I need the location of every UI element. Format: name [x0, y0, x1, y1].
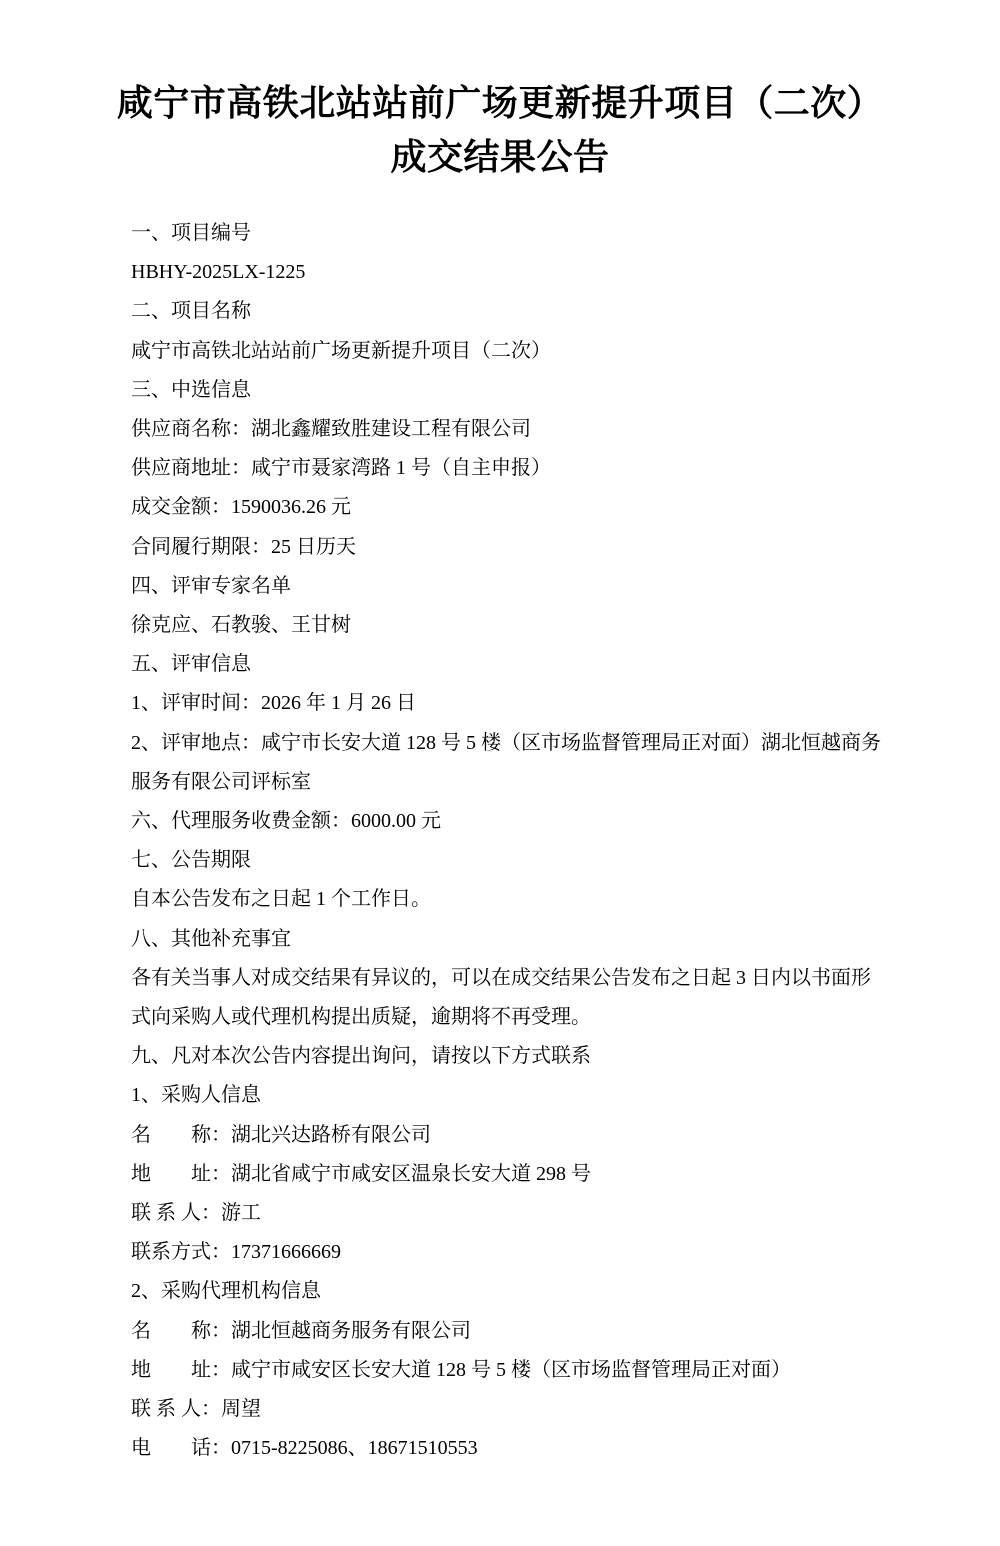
- doc-line-review-time: 1、评审时间：2026 年 1 月 26 日: [131, 692, 416, 715]
- doc-line-agency-fee: 六、代理服务收费金额：6000.00 元: [131, 810, 441, 833]
- doc-line-purchaser-name: 名 称：湖北兴达路桥有限公司: [131, 1123, 431, 1146]
- doc-line-announcement-period-value: 自本公告发布之日起 1 个工作日。: [131, 888, 431, 911]
- doc-line-agency-address: 地 址：咸宁市咸安区长安大道 128 号 5 楼（区市场监督管理局正对面）: [131, 1358, 791, 1381]
- document-body: [131, 214, 883, 1469]
- doc-line-agency-contact-person: 联 系 人：周望: [131, 1398, 261, 1421]
- doc-line-agency-info-heading: 2、采购代理机构信息: [131, 1280, 321, 1303]
- doc-line-review-location-1: 2、评审地点：咸宁市长安大道 128 号 5 楼（区市场监督管理局正对面）湖北恒越商务: [131, 731, 881, 754]
- doc-line-agency-name: 名 称：湖北恒越商务服务有限公司: [131, 1319, 471, 1342]
- doc-line-supplier-address: 供应商地址：咸宁市聂家湾路 1 号（自主申报）: [131, 457, 551, 480]
- doc-line-review-location-2: 服务有限公司评标室: [131, 770, 311, 793]
- doc-line-section-other-matters: 八、其他补充事宜: [131, 927, 291, 950]
- doc-line-other-matters-2: 式向采购人或代理机构提出质疑，逾期将不再受理。: [131, 1006, 591, 1029]
- page-title: [40, 76, 960, 184]
- doc-line-section-project-number: 一、项目编号: [131, 222, 251, 244]
- doc-line-section-announcement-period: 七、公告期限: [131, 849, 251, 872]
- doc-line-contract-period: 合同履行期限：25 日历天: [131, 535, 356, 558]
- doc-line-other-matters-1: 各有关当事人对成交结果有异议的，可以在成交结果公告发布之日起 3 日内以书面形: [131, 966, 871, 989]
- doc-line-deal-amount: 成交金额：1590036.26 元: [131, 496, 351, 519]
- doc-line-section-review-info: 五、评审信息: [131, 653, 251, 676]
- page-title-line1: 咸宁市高铁北站站前广场更新提升项目（二次）: [116, 83, 884, 123]
- doc-line-project-number-value: HBHY-2025LX-1225: [131, 261, 306, 284]
- doc-line-agency-phone: 电 话：0715-8225086、18671510553: [131, 1437, 478, 1460]
- doc-line-supplier-name: 供应商名称：湖北鑫耀致胜建设工程有限公司: [131, 418, 531, 441]
- doc-line-purchaser-address: 地 址：湖北省咸宁市咸安区温泉长安大道 298 号: [131, 1162, 591, 1185]
- doc-line-purchaser-info-heading: 1、采购人信息: [131, 1084, 261, 1107]
- page-title-line2: 成交结果公告: [390, 137, 610, 177]
- doc-line-section-project-name: 二、项目名称: [131, 300, 251, 323]
- doc-line-project-name-value: 咸宁市高铁北站站前广场更新提升项目（二次）: [131, 339, 551, 362]
- doc-line-expert-names: 徐克应、石教骏、王甘树: [131, 614, 351, 637]
- doc-line-section-experts: 四、评审专家名单: [131, 574, 291, 597]
- doc-line-purchaser-contact-person: 联 系 人：游工: [131, 1202, 261, 1225]
- doc-line-purchaser-contact-phone: 联系方式：17371666669: [131, 1241, 341, 1264]
- doc-line-section-contact: 九、凡对本次公告内容提出询问，请按以下方式联系: [131, 1045, 591, 1068]
- doc-line-section-winner-info: 三、中选信息: [131, 378, 251, 401]
